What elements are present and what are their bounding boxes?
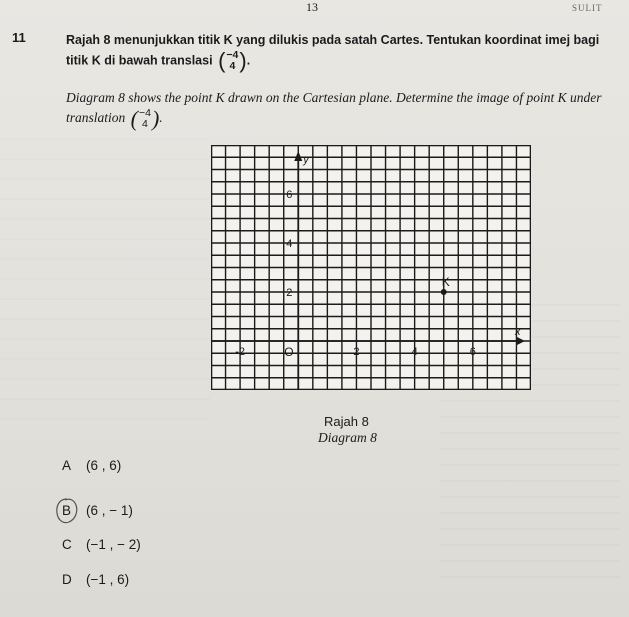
y-tick-label: 6 — [286, 189, 293, 201]
question-number: 11 — [12, 30, 26, 45]
translation-vector-english: ( −4 4 ) — [130, 106, 160, 131]
option-value: (−1 , 6) — [86, 572, 130, 587]
vector-top: −4 — [226, 49, 239, 61]
vector-bottom: 4 — [229, 60, 236, 72]
sulit-label: SULIT — [572, 3, 603, 13]
point-k-label: K — [441, 275, 450, 289]
x-tick-label: 6 — [469, 346, 476, 358]
x-axis-label: x — [515, 326, 521, 338]
option-b[interactable] — [62, 503, 133, 518]
option-a[interactable] — [62, 458, 121, 473]
option-letter: C — [62, 537, 72, 552]
question-english-sentence: Diagram 8 shows the point K drawn on the Cartesian plane. Determine the image of point K under translation — [66, 90, 602, 126]
option-value: (6 , − 1) — [86, 503, 133, 518]
diagram-caption-english: Diagram 8 — [318, 430, 377, 445]
option-letter-text: B — [62, 503, 72, 518]
option-letter — [62, 503, 86, 518]
point-k-dot — [441, 289, 447, 295]
option-value: (6 , 6) — [86, 458, 122, 473]
origin-label: O — [284, 345, 294, 359]
question-text-malay: Rajah 8 menunjukkan titik K yang dilukis pada satah Cartes. Tentukan koordinat imej bagi titik K di bawah translasi ( −4 4 ) . — [66, 33, 600, 73]
option-d[interactable] — [62, 572, 129, 587]
bleed-through-shadow-left — [0, 120, 210, 420]
vector-bottom: 4 — [142, 118, 148, 130]
pencil-circle-mark — [55, 497, 79, 525]
diagram-caption-malay: Rajah 8 — [324, 414, 369, 429]
x-tick-label: 2 — [353, 346, 360, 358]
option-letter: A — [62, 458, 72, 473]
x-tick-label: -2 — [235, 346, 245, 358]
grid-lines — [211, 145, 531, 390]
question-malay-sentence: Rajah 8 menunjukkan titik K yang dilukis pada satah Cartes. Tentukan koordinat imej bagi titik K di bawah translasi — [66, 33, 600, 68]
option-letter: D — [62, 572, 72, 587]
question-text-english: Diagram 8 shows the point K drawn on the Cartesian plane. Determine the image of point K under translation ( −4 4 ) . — [66, 90, 602, 131]
y-tick-label: 4 — [286, 238, 293, 250]
translation-vector-malay: ( −4 4 ) — [218, 48, 247, 73]
cartesian-diagram — [211, 145, 531, 390]
option-c[interactable] — [62, 537, 141, 552]
page-number: 13 — [306, 0, 318, 14]
x-tick-label: 4 — [411, 346, 418, 358]
y-axis-label: y — [303, 154, 309, 166]
vector-top: −4 — [138, 107, 151, 119]
option-value: (−1 , − 2) — [86, 537, 141, 552]
y-tick-label: 2 — [286, 287, 293, 299]
